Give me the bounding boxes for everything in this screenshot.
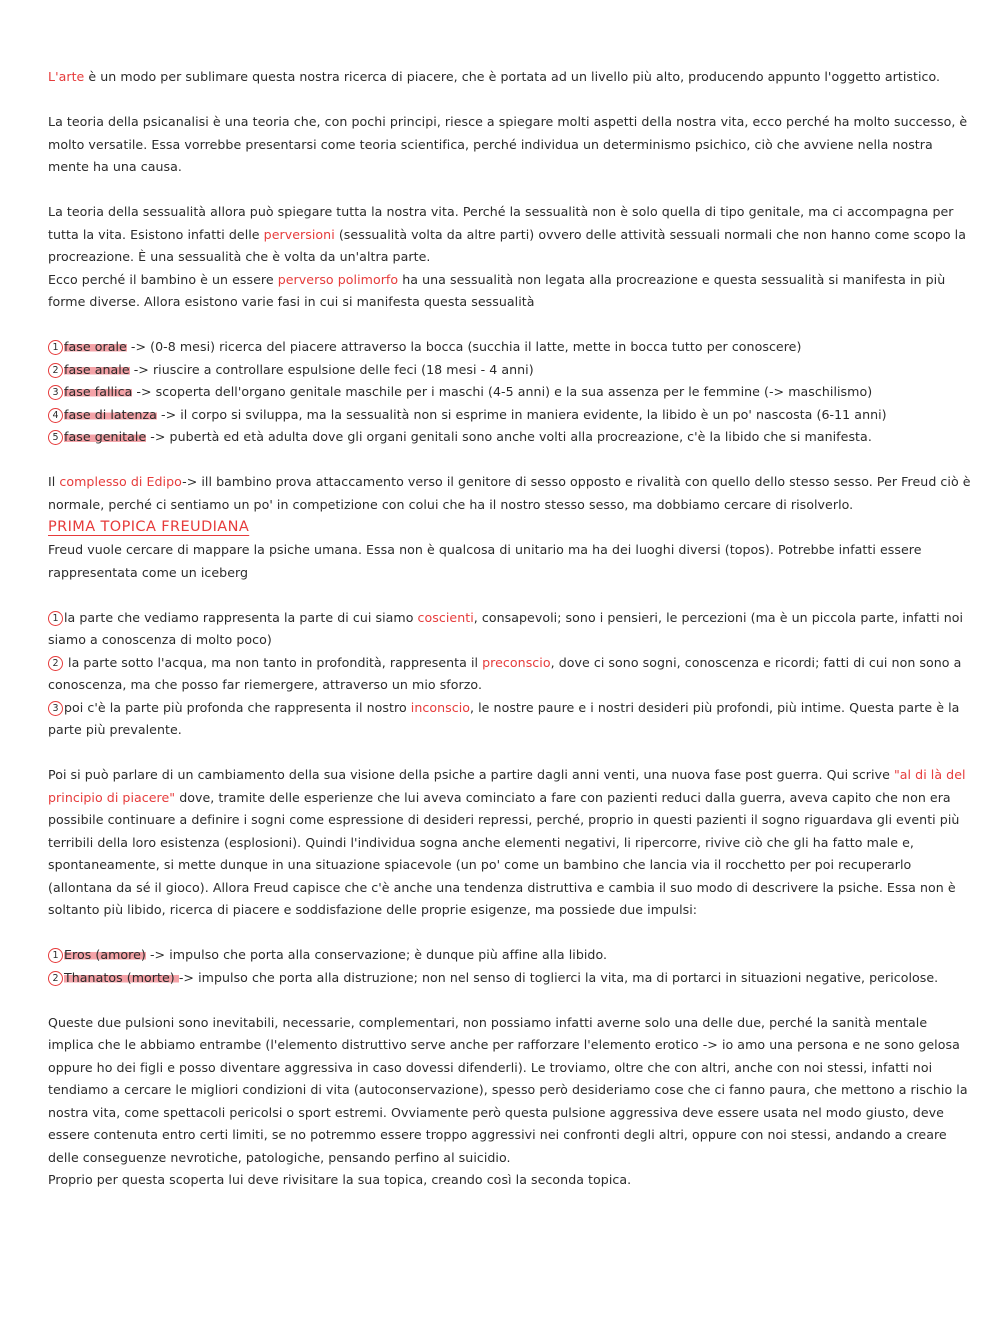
impulso-desc: -> impulso che porta alla conservazione; è dunque più affine alla libido. xyxy=(145,947,608,962)
text: (sessualità volta da altre parti) ovvero delle attività sessuali normali che non hanno come scopo la procreazione. È una sessualità che è volta da un'altra parte. xyxy=(48,226,966,264)
fase-desc: -> riuscire a controllare espulsione delle feci (18 mesi - 4 anni) xyxy=(129,361,534,377)
fasi-list xyxy=(48,336,974,449)
paragraph-bambino xyxy=(48,269,974,314)
fase-desc: -> (0-8 mesi) ricerca del piacere attraverso la bocca (succhia il latte, mette in bocca tutto per conoscere) xyxy=(126,339,802,354)
term-al-di-la: "al di là del principio di piacere" xyxy=(48,767,966,805)
circled-number: 4 xyxy=(48,408,63,423)
fase-name: fase orale xyxy=(64,339,127,354)
text: è un modo per sublimare questa nostra ricerca di piacere, che è portata ad un livello più alto, producendo appunto l'oggetto artistico. xyxy=(84,69,941,84)
circled-number: 2 xyxy=(48,363,63,378)
paragraph-edipo xyxy=(48,471,974,516)
text: Il xyxy=(48,474,60,489)
paragraph-cambiamento xyxy=(48,764,974,922)
text: la parte che vediamo rappresenta la parte di cui siamo xyxy=(64,609,418,625)
paragraph-finale: Proprio per questa scoperta lui deve rivisitare la sua topica, creando così la seconda topica. xyxy=(48,1172,632,1187)
paragraph-freud: Freud vuole cercare di mappare la psiche umana. Essa non è qualcosa di unitario ma ha dei luoghi diversi (topos). Potrebbe infatti essere rappresentata come un iceberg xyxy=(48,542,922,580)
impulso-name: Eros (amore) xyxy=(64,947,146,962)
text: , le nostre paure e i nostri desideri più profondi, più intime. Questa parte è la parte più prevalente. xyxy=(48,699,960,737)
impulso-name: Thanatos (morte) xyxy=(64,969,179,985)
paragraph-teoria: La teoria della psicanalisi è una teoria che, con pochi principi, riesce a spiegare molti aspetti della nostra vita, ecco perché ha molto successo, è molto versatile. Essa vorrebbe presentarsi come teoria scientifica, perché individua un determinismo psichico, ciò che avviene nella nostra mente ha una causa. xyxy=(48,114,968,174)
circled-number: 3 xyxy=(48,385,63,400)
text: Ecco perché il bambino è un essere xyxy=(48,271,278,287)
text: La teoria della sessualità allora può spiegare tutta la nostra vita. Perché la sessualità non è solo quella di tipo genitale, ma ci accompagna per tutta la vita. Esistono infatti delle xyxy=(48,204,954,242)
fase-name: fase anale xyxy=(64,361,130,377)
circled-number: 3 xyxy=(48,701,63,716)
fase-item xyxy=(48,426,974,449)
notes-page xyxy=(48,66,974,1192)
term-perverso-polimorfo: perverso polimorfo xyxy=(277,271,399,287)
circled-number: 1 xyxy=(48,611,63,626)
fase-desc: -> scoperta dell'organo genitale maschile per i maschi (4-5 anni) e la sua assenza per le femmine (-> maschilismo) xyxy=(132,384,873,399)
fase-item xyxy=(48,359,974,382)
impulso-item xyxy=(48,944,974,967)
text: , consapevoli; sono i pensieri, le percezioni (ma è un piccola parte, infatti noi siamo a conoscenza di molto poco) xyxy=(48,609,964,647)
section-heading: PRIMA TOPICA FREUDIANA xyxy=(48,519,250,535)
paragraph-sessualita xyxy=(48,201,974,269)
term-perversioni: perversioni xyxy=(263,226,335,242)
fase-desc: -> pubertà ed età adulta dove gli organi genitali sono anche volti alla procreazione, c'è la libido che si manifesta. xyxy=(146,429,872,444)
fase-name: fase di latenza xyxy=(64,406,157,422)
iceberg-list xyxy=(48,607,974,742)
impulsi-list xyxy=(48,944,974,989)
term-preconscio: preconscio xyxy=(482,654,551,670)
iceberg-item xyxy=(48,697,974,742)
paragraph-intro xyxy=(48,66,974,89)
iceberg-item xyxy=(48,607,974,652)
circled-number: 2 xyxy=(48,971,63,986)
term-complesso-edipo: complesso di Edipo xyxy=(59,474,183,489)
text: ha una sessualità non legata alla procreazione e questa sessualità si manifesta in più forme diverse. Allora esistono varie fasi in cui si manifesta questa sessualità xyxy=(48,271,946,309)
fase-name: fase genitale xyxy=(64,429,147,444)
text: poi c'è la parte più profonda che rappresenta il nostro xyxy=(64,699,411,715)
text: Poi si può parlare di un cambiamento della sua visione della psiche a partire dagli anni venti, una nuova fase post guerra. Qui scrive xyxy=(48,767,894,782)
circled-number: 5 xyxy=(48,430,63,445)
fase-item xyxy=(48,336,974,359)
fase-name: fase fallica xyxy=(64,384,133,399)
fase-item xyxy=(48,381,974,404)
fase-desc: -> il corpo si sviluppa, ma la sessualità non si esprime in maniera evidente, la libido è un po' nascosta (6-11 anni) xyxy=(156,406,887,422)
iceberg-item xyxy=(48,652,974,697)
fase-item xyxy=(48,404,974,427)
text: la parte sotto l'acqua, ma non tanto in profondità, rappresenta il xyxy=(64,654,483,670)
impulso-desc: -> impulso che porta alla distruzione; non nel senso di toglierci la vita, ma di portarci in situazioni negative, pericolose. xyxy=(178,969,939,985)
text: , dove ci sono sogni, conoscenza e ricordi; fatti di cui non sono a conoscenza, ma che posso far riemergere, attraverso un mio sforzo. xyxy=(48,654,962,692)
paragraph-pulsioni: Queste due pulsioni sono inevitabili, necessarie, complementari, non possiamo infatti averne solo una delle due, perché la sanità mentale implica che le abbiamo entrambe (l'elemento distruttivo serve anche per rafforzare l'elemento erotico -> io amo una persona e ne sono gelosa oppure ho dei figli e posso diventare aggressiva in caso dovessi difenderli). Le troviamo, oltre che con altri, anche con noi stessi, infatti noi tendiamo a cercare le migliori condizioni di vita (autoconservazione), spesso però desideriamo cose che ci fanno paura, che mettono a rischio la nostra vita, come spettacoli pericolsi o sport estremi. Ovviamente però questa pulsione aggressiva deve essere usata nel modo giusto, deve essere contenuta entro certi limiti, se no potremmo essere troppo aggressivi nei confronti degli altri, oppure con noi stessi, andando a creare delle conseguenze nevrotiche, patologiche, pensando perfino al suicidio. xyxy=(48,1014,968,1165)
circled-number: 1 xyxy=(48,340,63,355)
circled-number: 2 xyxy=(48,656,63,671)
text: -> ill bambino prova attaccamento verso il genitore di sesso opposto e rivalità con quello dello stesso sesso. Per Freud ciò è normale, perché ci sentiamo un po' in competizione con colui che ha il nostro stesso sesso, ma dobbiamo cercare di risolverlo. xyxy=(48,474,971,512)
text: dove, tramite delle esperienze che lui aveva cominciato a fare con pazienti reduci dalla guerra, aveva capito che non era possibile continuare a definire i sogni come espressione di desideri repressi, perché, proprio in questi pazienti il sogno riguardava gli eventi più terribili della loro esistenza (esplosioni). Quindi l'individua sogna anche elementi negativi, li ripercorre, rivive ciò che gli ha fatto male e, spontaneamente, si mette dunque in una situazione spiacevole (un po' come un bambino che lancia via il rocchetto per poi recuperarlo (allontana da sé il gioco). Allora Freud capisce che c'è anche una tendenza distruttiva e cambia il suo modo di descrivere la psiche. Essa non è soltanto più libido, ricerca di piacere e soddisfazione delle proprie esigenze, ma possiede due impulsi: xyxy=(48,789,960,917)
term-coscienti: coscienti xyxy=(417,609,474,625)
term-inconscio: inconscio xyxy=(410,699,471,715)
impulso-item xyxy=(48,967,974,990)
term-arte: L'arte xyxy=(48,69,85,84)
circled-number: 1 xyxy=(48,948,63,963)
